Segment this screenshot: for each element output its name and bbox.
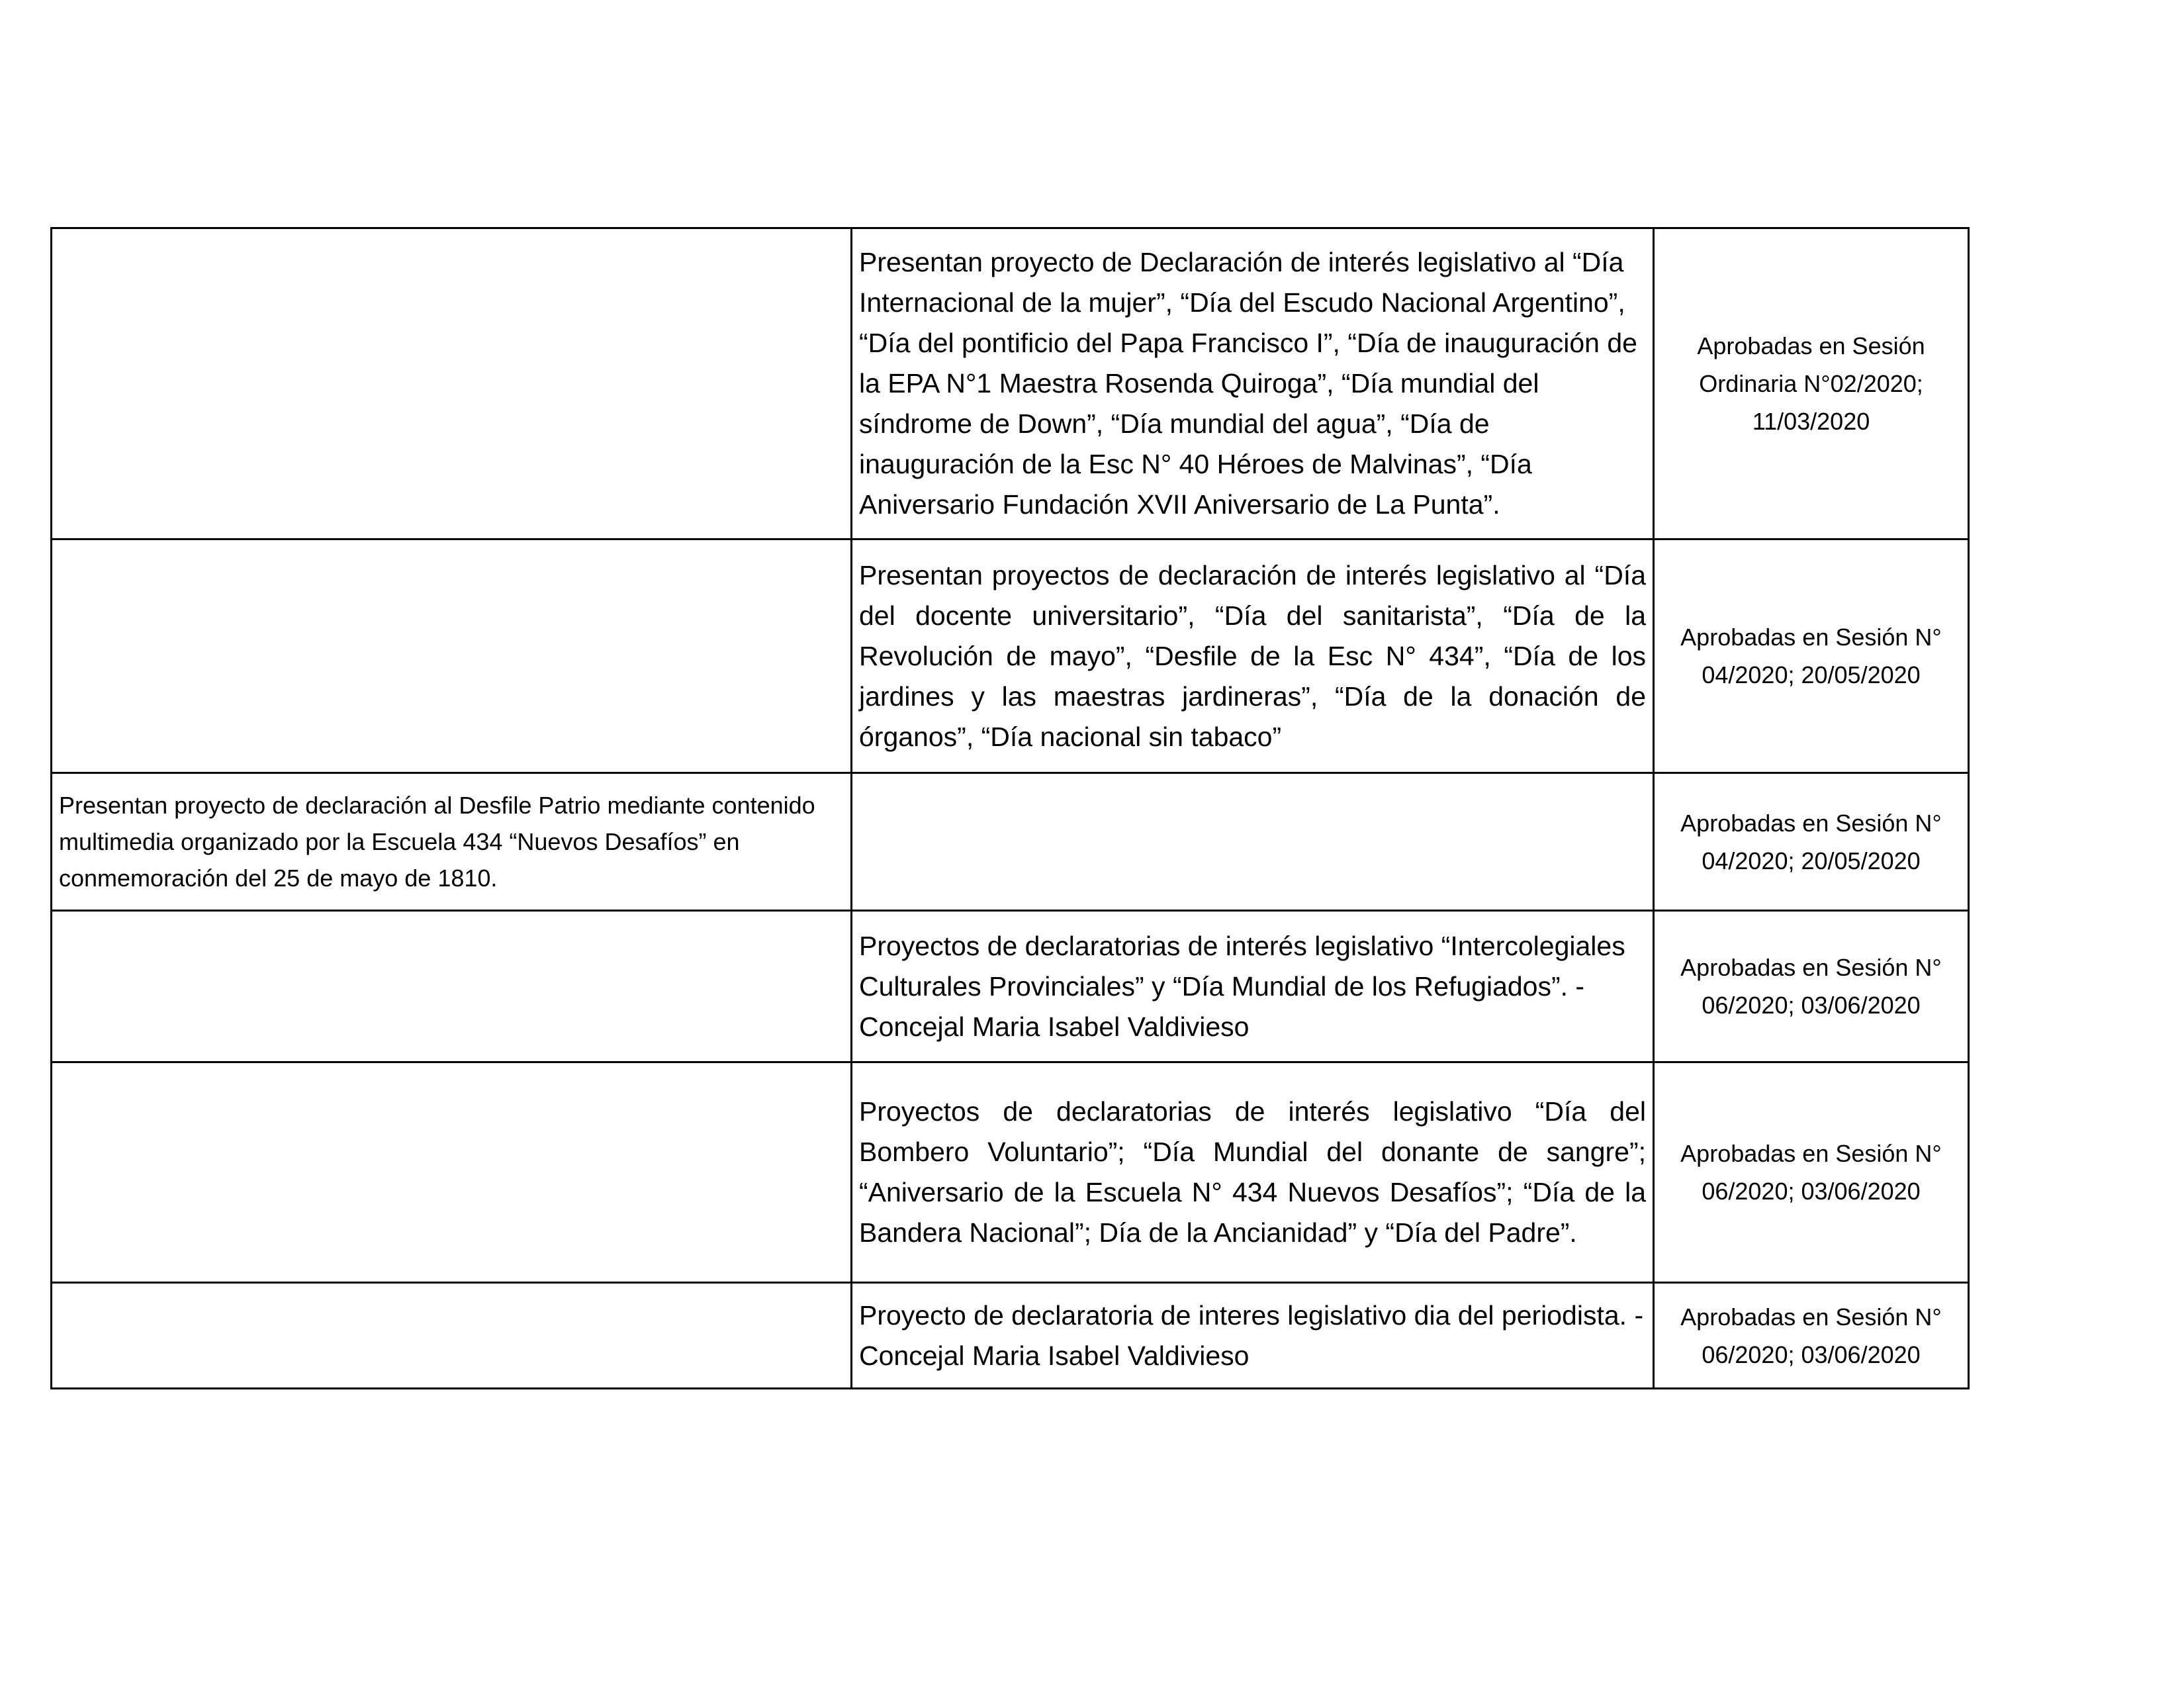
table-cell-project: Presentan proyectos de declaración de interés legislativo al “Día del docente universitario”, “Día del sanitarista”, “Día de la Revolución de mayo”, “Desfile de la Esc N° 434”, “Día de los jardines y las maestras jardineras”, “Día de la donación de órganos”, “Día nacional sin tabaco” [852,539,1654,773]
status-text: Aprobadas en Sesión N° 04/2020; 20/05/2020 [1680,809,1942,874]
status-text: Aprobadas en Sesión N° 04/2020; 20/05/2020 [1680,624,1942,688]
status-text: Aprobadas en Sesión Ordinaria N°02/2020; 11/03/2020 [1697,332,1925,435]
table-cell-project: Proyecto de declaratoria de interes legislativo dia del periodista. - Concejal Maria Isabel Valdivieso [852,1283,1654,1389]
table-row [52,911,1969,1062]
table-cell-project: Proyectos de declaratorias de interés legislativo “Intercolegiales Culturales Provinciales” y “Día Mundial de los Refugiados”. - Concejal Maria Isabel Valdivieso [852,911,1654,1062]
declarations-table [50,227,1970,1389]
table-row [52,539,1969,773]
table-cell-project [852,773,1654,911]
table-cell-description [52,539,852,773]
table-cell-status [1654,1283,1969,1389]
table-cell-status [1654,1062,1969,1283]
status-text: Aprobadas en Sesión N° 06/2020; 03/06/2020 [1680,1303,1942,1368]
table-cell-status [1654,539,1969,773]
status-text: Aprobadas en Sesión N° 06/2020; 03/06/2020 [1680,1140,1942,1205]
table-cell-status [1654,911,1969,1062]
table-cell-status [1654,773,1969,911]
table-cell-description [52,1283,852,1389]
table-row [52,1283,1969,1389]
table-cell-description [52,228,852,539]
table-row [52,773,1969,911]
status-text: Aprobadas en Sesión N° 06/2020; 03/06/2020 [1680,954,1942,1019]
table-cell-project: Proyectos de declaratorias de interés legislativo “Día del Bombero Voluntario”; “Día Mundial del donante de sangre”; “Aniversario de la Escuela N° 434 Nuevos Desafíos”; “Día de la Bandera Nacional”; Día de la Ancianidad” y “Día del Padre”. [852,1062,1654,1283]
table-cell-status [1654,228,1969,539]
table-cell-description [52,1062,852,1283]
table-cell-project: Presentan proyecto de Declaración de interés legislativo al “Día Internacional de la mujer”, “Día del Escudo Nacional Argentino”, “Día del pontificio del Papa Francisco I”, “Día de inauguración de la EPA N°1 Maestra Rosenda Quiroga”, “Día mundial del síndrome de Down”, “Día mundial del agua”, “Día de inauguración de la Esc N° 40 Héroes de Malvinas”, “Día Aniversario Fundación XVII Aniversario de La Punta”. [852,228,1654,539]
table-cell-description [52,911,852,1062]
table-row [52,228,1969,539]
table-row [52,1062,1969,1283]
table-cell-description: Presentan proyecto de declaración al Desfile Patrio mediante contenido multimedia organizado por la Escuela 434 “Nuevos Desafíos” en conmemoración del 25 de mayo de 1810. [52,773,852,911]
